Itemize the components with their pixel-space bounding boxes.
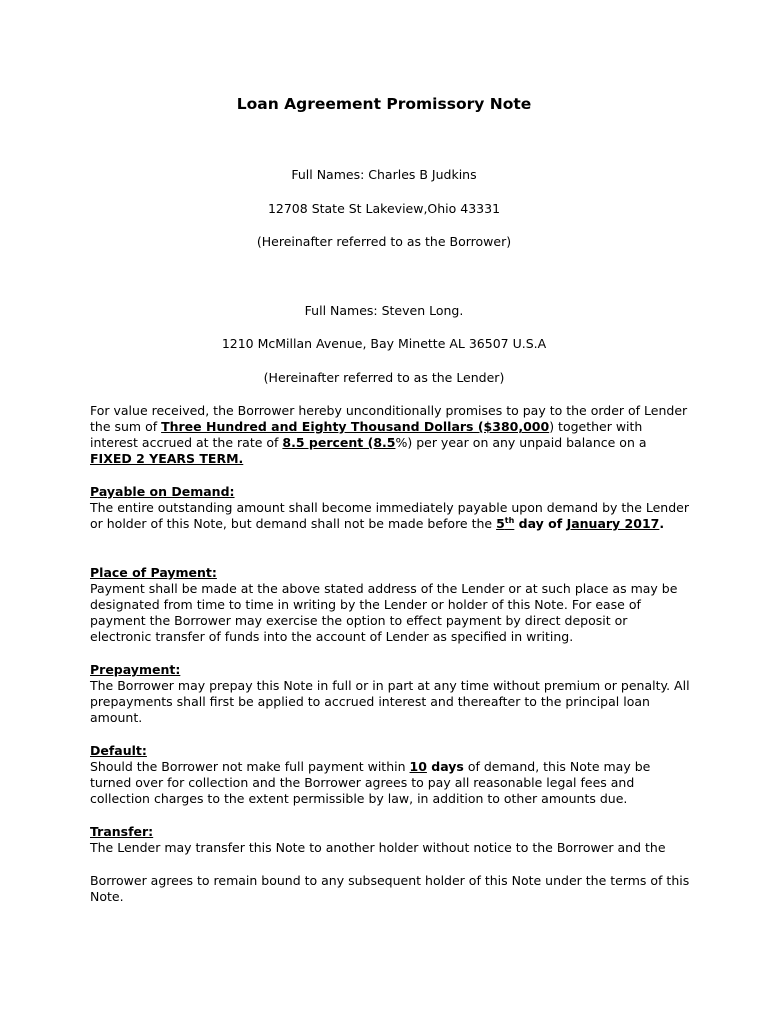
- default-text-1: Should the Borrower not make full payment within: [90, 759, 410, 774]
- section-default: [90, 743, 690, 807]
- transfer-continuation: [90, 873, 690, 905]
- interest-rate: 8.5 percent (8.5: [282, 435, 396, 450]
- default-days-word: days: [426, 759, 464, 774]
- transfer-heading: Transfer:: [90, 824, 154, 839]
- lender-address: 1210 McMillan Avenue, Bay Minette AL 36507 U.S.A: [221, 336, 547, 351]
- place-of-payment-heading: Place of Payment:: [90, 565, 217, 580]
- section-prepayment: [90, 662, 690, 726]
- intro-text-3: %) per year on any unpaid balance on a: [395, 435, 647, 450]
- borrower-role: (Hereinafter referred to as the Borrower): [256, 234, 512, 249]
- section-transfer: [90, 824, 690, 856]
- prepayment-heading: Prepayment:: [90, 662, 181, 677]
- demand-day: 5th: [496, 515, 515, 531]
- transfer-text-line-1: The Lender may transfer this Note to another holder without notice to the Borrower and the: [90, 840, 666, 855]
- payable-on-demand-heading: Payable on Demand:: [90, 484, 235, 499]
- lender-role: (Hereinafter referred to as the Lender): [263, 370, 505, 385]
- prepayment-text: The Borrower may prepay this Note in full or in part at any time without premium or penalty. All prepayments shall first be applied to accrued interest and thereafter to the principal loan amount.: [90, 678, 690, 725]
- borrower-address: 12708 State St Lakeview,Ohio 43331: [267, 201, 501, 216]
- payable-text-2: day of: [514, 516, 567, 531]
- borrower-name: Full Names: Charles B Judkins: [291, 167, 477, 182]
- document-title: Loan Agreement Promissory Note: [236, 95, 532, 113]
- section-payable-on-demand: [90, 484, 690, 532]
- payable-text-1: The entire outstanding amount shall become immediately payable upon demand by the Lender or holder of this Note, but demand shall not be made before the: [90, 500, 689, 531]
- transfer-text-line-2: Borrower agrees to remain bound to any subsequent holder of this Note under the terms of this Note.: [90, 873, 690, 904]
- section-place-of-payment: [90, 565, 690, 645]
- intro-text-1: For value received, the Borrower hereby unconditionally promises to pay to the order of Lender the sum of: [90, 403, 688, 434]
- place-of-payment-text: Payment shall be made at the above stated address of the Lender or at such place as may be designated from time to time in writing by the Lender or holder of this Note. For ease of payment the Borrower may exercise the option to effect payment by direct deposit or electronic transfer of funds into the account of Lender as specified in writing.: [90, 581, 678, 644]
- default-heading: Default:: [90, 743, 147, 758]
- intro-text-2: ) together with interest accrued at the rate of: [90, 419, 643, 450]
- loan-term: FIXED 2 YEARS TERM.: [90, 451, 244, 466]
- demand-month-year: January 2017: [566, 516, 660, 531]
- default-text-2: of demand, this Note may be turned over for collection and the Borrower agrees to pay all reasonable legal fees and collection charges to the extent permissible by law, in addition to other amounts due.: [90, 759, 651, 806]
- payable-text-3: .: [659, 516, 665, 531]
- lender-name: Full Names: Steven Long.: [304, 303, 464, 318]
- intro-paragraph: [90, 403, 690, 467]
- default-days-number: 10: [409, 759, 427, 774]
- loan-amount: Three Hundred and Eighty Thousand Dollars ($380,000: [161, 419, 550, 434]
